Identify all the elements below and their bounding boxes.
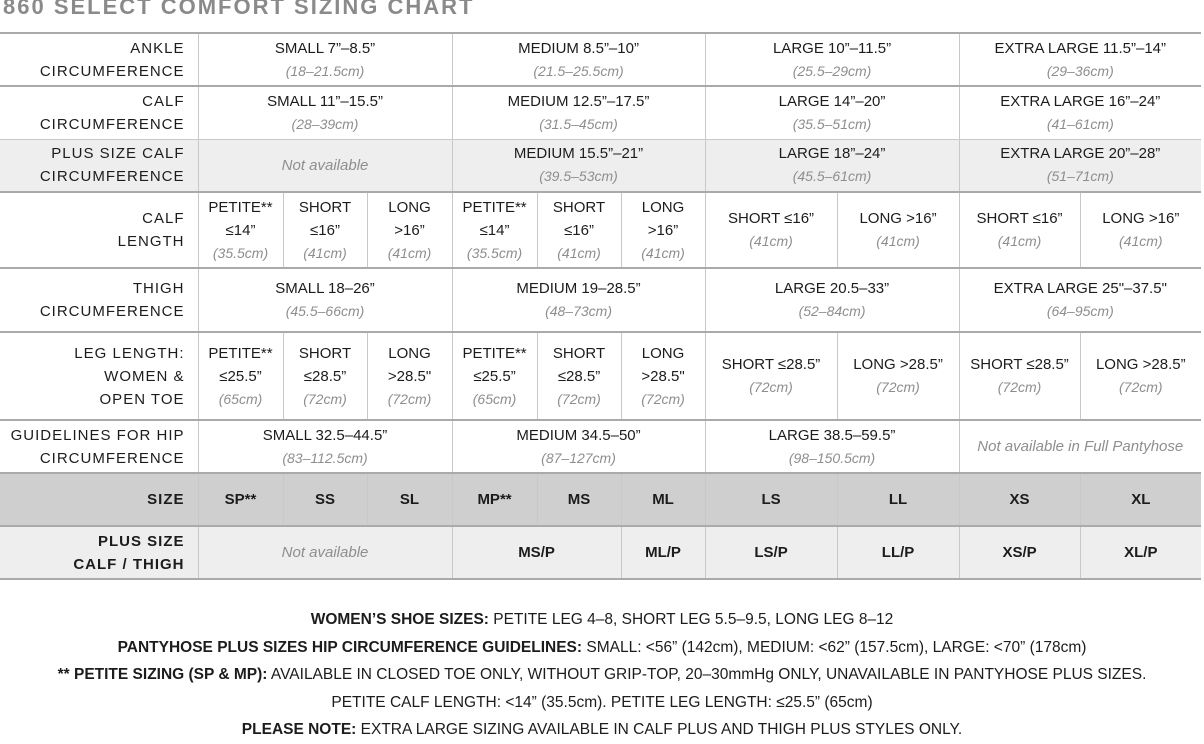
not-available-cell: Not available [198, 139, 452, 192]
size-code: LL/P [837, 526, 959, 579]
row-label: GUIDELINES FOR HIP CIRCUMFERENCE [0, 420, 198, 473]
size-code: LS/P [705, 526, 837, 579]
row-calf-length [0, 192, 1201, 268]
size-cell: MEDIUM 12.5”–17.5” (31.5–45cm) [452, 86, 705, 139]
size-code: LS [705, 473, 837, 526]
size-code: ML [621, 473, 705, 526]
size-code: XL [1080, 473, 1201, 526]
size-cell: SMALL 11”–15.5” (28–39cm) [198, 86, 452, 139]
note-petite-sizing: ** PETITE SIZING (SP & MP): AVAILABLE IN CLOSED TOE ONLY, WITHOUT GRIP-TOP, 20–30mmHg ONLY, UNAVAILABLE IN PANTYHOSE PLUS SIZES. [57, 666, 1147, 684]
size-code: LL [837, 473, 959, 526]
length-cell: PETITE** ≤25.5” (65cm) [452, 332, 537, 420]
size-cell: SMALL 18–26” (45.5–66cm) [198, 268, 452, 332]
size-cell: LARGE 14”–20” (35.5–51cm) [705, 86, 959, 139]
length-cell: LONG >16” (41cm) [621, 192, 705, 268]
length-cell: LONG >28.5” (72cm) [1080, 332, 1201, 420]
not-available-cell: Not available in Full Pantyhose [959, 420, 1201, 473]
length-cell: LONG >28.5” (72cm) [837, 332, 959, 420]
row-label: LEG LENGTH: WOMEN & OPEN TOE [0, 332, 198, 420]
row-label: PLUS SIZE CALF CIRCUMFERENCE [0, 139, 198, 192]
length-cell: PETITE** ≤25.5” (65cm) [198, 332, 283, 420]
row-hip [0, 420, 1201, 473]
size-code: MP** [452, 473, 537, 526]
length-cell: SHORT ≤16” (41cm) [705, 192, 837, 268]
size-code: SL [367, 473, 452, 526]
size-code: MS/P [452, 526, 621, 579]
sizing-table [0, 32, 1201, 580]
row-size [0, 473, 1201, 526]
row-thigh [0, 268, 1201, 332]
size-cell: SMALL 32.5–44.5” (83–112.5cm) [198, 420, 452, 473]
note-petite-lengths: PETITE CALF LENGTH: <14” (35.5cm). PETITE LEG LENGTH: ≤25.5” (65cm) [331, 693, 873, 711]
size-cell: MEDIUM 34.5–50” (87–127cm) [452, 420, 705, 473]
row-leg-length [0, 332, 1201, 420]
row-plus-calf [0, 139, 1201, 192]
row-plus-size [0, 526, 1201, 579]
notes [0, 606, 1204, 744]
length-cell: SHORT ≤28.5” (72cm) [705, 332, 837, 420]
length-cell: LONG >16” (41cm) [1080, 192, 1201, 268]
row-calf [0, 86, 1201, 139]
row-label: THIGH CIRCUMFERENCE [0, 268, 198, 332]
size-code: XS/P [959, 526, 1080, 579]
size-cell: MEDIUM 19–28.5” (48–73cm) [452, 268, 705, 332]
size-cell: LARGE 10”–11.5” (25.5–29cm) [705, 33, 959, 86]
length-cell: PETITE** ≤14” (35.5cm) [198, 192, 283, 268]
row-label: CALF LENGTH [0, 192, 198, 268]
length-cell: LONG >28.5" (72cm) [621, 332, 705, 420]
size-cell: MEDIUM 8.5”–10” (21.5–25.5cm) [452, 33, 705, 86]
size-code: ML/P [621, 526, 705, 579]
row-ankle [0, 33, 1201, 86]
size-code: SS [283, 473, 367, 526]
row-label: CALF CIRCUMFERENCE [0, 86, 198, 139]
length-cell: LONG >28.5" (72cm) [367, 332, 452, 420]
size-cell: LARGE 18”–24” (45.5–61cm) [705, 139, 959, 192]
length-cell: SHORT ≤16” (41cm) [959, 192, 1080, 268]
length-cell: SHORT ≤28.5” (72cm) [283, 332, 367, 420]
length-cell: LONG >16” (41cm) [367, 192, 452, 268]
size-cell: EXTRA LARGE 25"–37.5" (64–95cm) [959, 268, 1201, 332]
size-cell: LARGE 20.5–33” (52–84cm) [705, 268, 959, 332]
length-cell: SHORT ≤28.5” (72cm) [537, 332, 621, 420]
size-code: XS [959, 473, 1080, 526]
row-label: PLUS SIZE CALF / THIGH [0, 526, 198, 579]
size-code: SP** [198, 473, 283, 526]
size-cell: EXTRA LARGE 20”–28” (51–71cm) [959, 139, 1201, 192]
not-available-cell: Not available [198, 526, 452, 579]
row-label: SIZE [0, 473, 198, 526]
length-cell: SHORT ≤28.5” (72cm) [959, 332, 1080, 420]
size-cell: SMALL 7”–8.5” (18–21.5cm) [198, 33, 452, 86]
size-cell: MEDIUM 15.5”–21” (39.5–53cm) [452, 139, 705, 192]
size-code: MS [537, 473, 621, 526]
length-cell: LONG >16” (41cm) [837, 192, 959, 268]
row-label: ANKLE CIRCUMFERENCE [0, 33, 198, 86]
size-cell: LARGE 38.5–59.5” (98–150.5cm) [705, 420, 959, 473]
length-cell: PETITE** ≤14” (35.5cm) [452, 192, 537, 268]
note-please-note: PLEASE NOTE: EXTRA LARGE SIZING AVAILABLE IN CALF PLUS AND THIGH PLUS STYLES ONLY. [241, 721, 963, 739]
length-cell: SHORT ≤16” (41cm) [537, 192, 621, 268]
size-cell: EXTRA LARGE 11.5”–14” (29–36cm) [959, 33, 1201, 86]
length-cell: SHORT ≤16” (41cm) [283, 192, 367, 268]
size-cell: EXTRA LARGE 16”–24” (41–61cm) [959, 86, 1201, 139]
chart-title: 860 SELECT COMFORT SIZING CHART [3, 0, 475, 19]
note-pantyhose-plus: PANTYHOSE PLUS SIZES HIP CIRCUMFERENCE GUIDELINES: SMALL: <56” (142cm), MEDIUM: <62” (157.5cm), LARGE: <70” (178cm) [117, 638, 1087, 656]
size-code: XL/P [1080, 526, 1201, 579]
note-shoe-sizes: WOMEN’S SHOE SIZES: PETITE LEG 4–8, SHORT LEG 5.5–9.5, LONG LEG 8–12 [310, 611, 894, 628]
